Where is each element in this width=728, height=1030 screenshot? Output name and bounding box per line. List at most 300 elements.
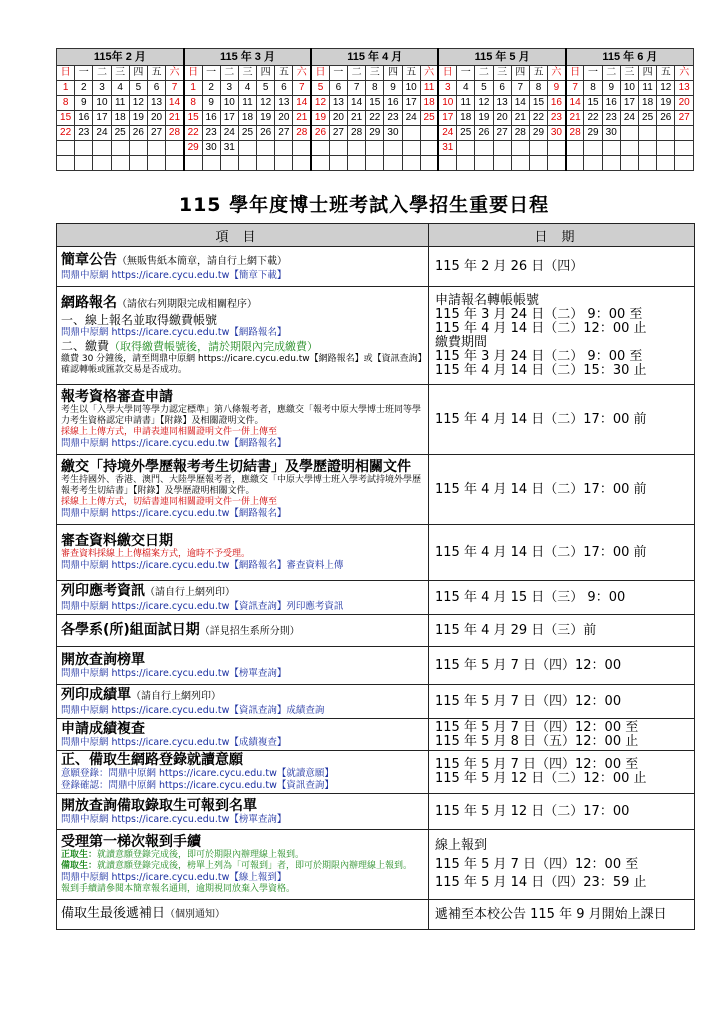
item-title xyxy=(61,533,424,549)
calendar-weekday: 日 xyxy=(184,66,202,81)
calendar-day: 5 xyxy=(475,81,493,96)
calendar-day: 5 xyxy=(129,81,147,96)
calendar-day: 11 xyxy=(420,81,438,96)
calendar-day: 17 xyxy=(220,111,238,126)
schedule-row xyxy=(57,900,695,930)
calendar-month-row xyxy=(57,49,694,66)
calendar-day: 7 xyxy=(166,81,184,96)
calendar-day: 22 xyxy=(529,111,547,126)
item-title xyxy=(61,389,424,405)
date-line: 115 年 4 月 15 日（三） 9：00 xyxy=(435,589,626,605)
calendar-day: 30 xyxy=(548,126,566,141)
calendar-day xyxy=(438,156,456,171)
schedule-row xyxy=(57,751,695,794)
item-title xyxy=(61,622,424,640)
schedule-date xyxy=(429,719,695,751)
calendar-day: 6 xyxy=(329,81,347,96)
date-line: 115 年 3 月 24 日（二） 9：00 至 xyxy=(435,348,643,364)
schedule-item xyxy=(57,830,429,900)
calendar-day: 20 xyxy=(675,96,694,111)
item-title-text: 列印成績單 xyxy=(61,686,131,703)
schedule-item xyxy=(57,900,429,930)
item-title-note: （請自行上網列印） xyxy=(131,690,221,702)
calendar-day xyxy=(602,156,620,171)
date-line: 115 年 5 月 7 日（四）12：00 xyxy=(435,657,622,673)
schedule-item xyxy=(57,455,429,525)
schedule-item xyxy=(57,719,429,751)
calendar-day: 12 xyxy=(311,96,329,111)
calendar-day: 15 xyxy=(584,96,602,111)
item-title-text: 繳交「持境外學歷報考考生切結書」及學歷證明相關文件 xyxy=(61,459,411,475)
calendar-day: 18 xyxy=(639,96,657,111)
calendar-weekday: 一 xyxy=(75,66,93,81)
calendar-day: 7 xyxy=(566,81,584,96)
date-line: 115 年 4 月 14 日（二）12：00 止 xyxy=(435,320,647,336)
schedule-item xyxy=(57,794,429,830)
schedule-date xyxy=(429,647,695,685)
calendar-day xyxy=(57,156,75,171)
calendar-day: 19 xyxy=(129,111,147,126)
item-link-line-text: 問鼎中原網 https://icare.cycu.edu.tw【榜單查詢】 xyxy=(61,667,287,679)
item-link-line-text: 問鼎中原網 https://icare.cycu.edu.tw【簡章下載】 xyxy=(61,269,287,281)
item-note-line-text: 繳費 30 分鐘後，請至問鼎中原網 https://icare.cycu.edu.tw【網路報名】或【資訊查詢】確認轉帳或匯款交易是否成功。 xyxy=(61,354,423,375)
item-green-line-text: 就讀意願登錄完成後，即可於期限內辦理線上報到。 xyxy=(97,850,305,860)
calendar-month-label: 115 年 6 月 xyxy=(566,49,694,66)
calendar-day: 4 xyxy=(457,81,475,96)
calendar-day xyxy=(457,156,475,171)
item-subtitle xyxy=(61,313,424,327)
item-title-note: （請依右列期限完成相關程序） xyxy=(117,299,257,310)
calendar-day: 17 xyxy=(438,111,456,126)
calendar-day: 22 xyxy=(584,111,602,126)
date-line: 115 年 5 月 7 日（四）12：00 至 xyxy=(435,757,639,772)
calendar-day xyxy=(420,156,438,171)
calendar-day xyxy=(293,156,311,171)
calendar-day xyxy=(238,141,256,156)
calendar-day: 9 xyxy=(602,81,620,96)
date-line: 115 年 3 月 24 日（二） 9：00 至 xyxy=(435,306,643,322)
calendar-day: 9 xyxy=(75,96,93,111)
item-link-line-text: 登錄確認：問鼎中原網 https://icare.cycu.edu.tw【資訊查詢】 xyxy=(61,780,334,791)
calendar-day xyxy=(348,156,366,171)
calendar-day: 30 xyxy=(384,126,402,141)
calendar-day: 7 xyxy=(348,81,366,96)
item-title-text: 正、備取生網路登錄就讀意願 xyxy=(61,752,243,768)
date-line: 115 年 4 月 29 日（三）前 xyxy=(435,622,597,638)
calendar-day xyxy=(366,156,384,171)
item-warning-line-text: 採線上上傳方式，切結書連同相關證明文件一併上傳至 xyxy=(61,497,278,507)
calendar-day: 15 xyxy=(57,111,75,126)
calendar-day: 10 xyxy=(220,96,238,111)
calendar-day: 13 xyxy=(329,96,347,111)
calendar-day: 9 xyxy=(384,81,402,96)
schedule-row xyxy=(57,647,695,685)
item-warning-line xyxy=(61,497,424,508)
calendar-day: 20 xyxy=(275,111,293,126)
schedule-date xyxy=(429,751,695,794)
calendar-weekday: 五 xyxy=(529,66,547,81)
item-link-line xyxy=(61,508,424,520)
calendar-day xyxy=(220,156,238,171)
calendar-weekday: 二 xyxy=(475,66,493,81)
schedule-row xyxy=(57,719,695,751)
calendar-day xyxy=(511,156,529,171)
calendar-day: 5 xyxy=(257,81,275,96)
schedule-item xyxy=(57,385,429,455)
item-warning-line-text: 審查資料採線上上傳檔案方式，逾時不予受理。 xyxy=(61,549,251,559)
calendar-day xyxy=(402,126,420,141)
calendar-day xyxy=(639,126,657,141)
calendar-day xyxy=(111,141,129,156)
calendar-day: 14 xyxy=(293,96,311,111)
item-subtitle xyxy=(61,339,424,354)
calendar-day: 13 xyxy=(147,96,165,111)
calendar-day: 6 xyxy=(493,81,511,96)
schedule-item xyxy=(57,685,429,719)
item-link-line xyxy=(61,814,424,826)
item-title-text: 網路報名 xyxy=(61,295,117,311)
item-green-line xyxy=(61,850,424,861)
calendar-day xyxy=(511,141,529,156)
calendar-day: 5 xyxy=(311,81,329,96)
item-title xyxy=(61,652,424,668)
calendar-weekday: 一 xyxy=(329,66,347,81)
calendar-day: 28 xyxy=(293,126,311,141)
calendar-day: 8 xyxy=(57,96,75,111)
calendar-day xyxy=(129,156,147,171)
calendar-day: 27 xyxy=(329,126,347,141)
calendar-day xyxy=(620,126,638,141)
calendar-day: 23 xyxy=(602,111,620,126)
calendar-day: 23 xyxy=(202,126,220,141)
calendar-day: 21 xyxy=(293,111,311,126)
calendar-day xyxy=(529,156,547,171)
calendar-day: 20 xyxy=(493,111,511,126)
calendar-day: 19 xyxy=(657,96,675,111)
calendar-day xyxy=(402,141,420,156)
calendar-day: 31 xyxy=(220,141,238,156)
calendar-day xyxy=(257,156,275,171)
calendar-week-row xyxy=(57,126,694,141)
calendar-day: 28 xyxy=(566,126,584,141)
calendar-day: 10 xyxy=(620,81,638,96)
calendar-weekday: 三 xyxy=(238,66,256,81)
calendar-weekday: 四 xyxy=(511,66,529,81)
item-title xyxy=(61,583,424,601)
calendar-day: 4 xyxy=(238,81,256,96)
item-title-text: 簡章公告 xyxy=(61,251,117,268)
schedule-date xyxy=(429,247,695,287)
date-line: 115 年 4 月 14 日（二）17：00 前 xyxy=(435,481,647,497)
calendar-day: 8 xyxy=(584,81,602,96)
item-link-line-text: 意願登錄：問鼎中原網 https://icare.cycu.edu.tw【就讀意願】 xyxy=(61,768,334,779)
calendar-weekday: 五 xyxy=(657,66,675,81)
calendar-month-label: 115 年 3 月 xyxy=(184,49,311,66)
schedule-date xyxy=(429,615,695,647)
calendar-weekday: 二 xyxy=(602,66,620,81)
schedule-date xyxy=(429,830,695,900)
calendar-weekday: 四 xyxy=(639,66,657,81)
calendar-day: 25 xyxy=(111,126,129,141)
calendar-day: 19 xyxy=(475,111,493,126)
calendar-day xyxy=(348,141,366,156)
calendar-day xyxy=(257,141,275,156)
calendar-day: 11 xyxy=(457,96,475,111)
calendar-day xyxy=(657,156,675,171)
calendar-day: 22 xyxy=(366,111,384,126)
calendar-day: 11 xyxy=(639,81,657,96)
calendar-day: 24 xyxy=(402,111,420,126)
calendar-day: 8 xyxy=(184,96,202,111)
calendar-day xyxy=(202,156,220,171)
calendar-day: 8 xyxy=(366,81,384,96)
calendar-week-row xyxy=(57,111,694,126)
item-title xyxy=(61,798,424,814)
item-title xyxy=(61,295,424,313)
date-line: 115 年 5 月 12 日（二）12：00 止 xyxy=(435,771,647,786)
calendar-week-row xyxy=(57,96,694,111)
calendar-day: 25 xyxy=(420,111,438,126)
calendar-day xyxy=(548,141,566,156)
calendar-day xyxy=(293,141,311,156)
calendar-day: 28 xyxy=(166,126,184,141)
calendar-day: 4 xyxy=(111,81,129,96)
calendar-day: 23 xyxy=(548,111,566,126)
date-line: 115 年 5 月 8 日（五）12：00 止 xyxy=(435,733,639,749)
schedule-date xyxy=(429,581,695,615)
calendar-day: 7 xyxy=(293,81,311,96)
calendar-day: 27 xyxy=(147,126,165,141)
calendar-weekday: 一 xyxy=(202,66,220,81)
schedule-date xyxy=(429,385,695,455)
calendar-month-label: 115 年 4 月 xyxy=(311,49,438,66)
calendar-day: 9 xyxy=(202,96,220,111)
item-title-text: 各學系(所)組面試日期 xyxy=(61,621,200,638)
schedule-item xyxy=(57,525,429,581)
calendar-weekday: 日 xyxy=(311,66,329,81)
calendar-weekday: 六 xyxy=(166,66,184,81)
calendar-weekday: 一 xyxy=(457,66,475,81)
calendar-weekday: 三 xyxy=(111,66,129,81)
calendar-day: 12 xyxy=(257,96,275,111)
schedule-item xyxy=(57,751,429,794)
calendar-day xyxy=(184,156,202,171)
item-title xyxy=(61,459,424,475)
item-note-line-text: 考生持國外、香港、澳門、大陸學歷報考者，應繳交「中原大學博士班入學考試持境外學歷報考考生切結書」【附錄】及學歷證明相關文件。 xyxy=(61,475,422,496)
calendar-day: 13 xyxy=(675,81,694,96)
calendar-day xyxy=(566,156,584,171)
calendar-day: 22 xyxy=(184,126,202,141)
calendar-day: 8 xyxy=(529,81,547,96)
item-subtitle-text: 二、繳費 xyxy=(61,339,110,353)
date-line: 115 年 5 月 7 日（四）12：00 至 xyxy=(435,719,639,735)
schedule-item xyxy=(57,287,429,385)
item-title-text: 列印應考資訊 xyxy=(61,582,145,599)
calendar-day xyxy=(657,126,675,141)
calendar-weekday: 三 xyxy=(493,66,511,81)
date-line: 申請報名轉帳帳號 xyxy=(435,292,540,308)
item-note-line-text: 考生以「入學大學同等學力認定標準」第八條報考者，應繳交「報考中原大學博士班同等學力考生資格認定申請書」【附錄】及相關證明文件。 xyxy=(61,405,422,426)
calendar-day: 18 xyxy=(457,111,475,126)
calendar-day xyxy=(639,156,657,171)
calendar-week-row xyxy=(57,156,694,171)
calendar-weekday: 二 xyxy=(220,66,238,81)
calendar-day: 29 xyxy=(366,126,384,141)
date-line: 115 年 4 月 14 日（二）15：30 止 xyxy=(435,362,647,378)
calendar-weekday: 四 xyxy=(129,66,147,81)
calendar-day xyxy=(475,141,493,156)
item-note-line xyxy=(61,354,424,376)
calendar-day: 6 xyxy=(275,81,293,96)
calendar-day: 11 xyxy=(238,96,256,111)
schedule-row xyxy=(57,525,695,581)
calendar-day xyxy=(75,141,93,156)
item-link-line xyxy=(61,737,424,749)
calendar-day xyxy=(675,126,694,141)
item-warning-line xyxy=(61,549,424,560)
calendar-day: 21 xyxy=(166,111,184,126)
item-green-label: 正取生： xyxy=(61,850,98,860)
item-green-label: 備取生： xyxy=(61,861,98,871)
calendar-day: 25 xyxy=(238,126,256,141)
calendar-day: 14 xyxy=(348,96,366,111)
header-item: 項目 xyxy=(57,224,429,247)
calendar-day: 13 xyxy=(493,96,511,111)
calendar-day xyxy=(275,141,293,156)
calendar-day: 6 xyxy=(147,81,165,96)
date-line: 遞補至本校公告 115 年 9 月開始上課日 xyxy=(435,906,667,922)
calendar-day: 26 xyxy=(257,126,275,141)
schedule-date xyxy=(429,685,695,719)
calendar-day xyxy=(366,141,384,156)
calendar-day: 2 xyxy=(202,81,220,96)
item-link-line xyxy=(61,270,424,282)
calendar-day: 26 xyxy=(657,111,675,126)
calendar-day: 17 xyxy=(620,96,638,111)
calendar-day: 24 xyxy=(220,126,238,141)
calendar-day: 27 xyxy=(493,126,511,141)
item-title-text: 報考資格審查申請 xyxy=(61,389,173,405)
calendar-day: 27 xyxy=(275,126,293,141)
calendar-weekday: 五 xyxy=(147,66,165,81)
item-title-note: （無販售紙本簡章，請自行上網下載） xyxy=(117,255,287,267)
calendar-day: 3 xyxy=(93,81,111,96)
calendar-day: 3 xyxy=(220,81,238,96)
calendar-day: 16 xyxy=(75,111,93,126)
item-title-note: （請自行上網列印） xyxy=(145,586,235,598)
calendar-weekday: 六 xyxy=(675,66,694,81)
calendar-day: 21 xyxy=(511,111,529,126)
calendar-day xyxy=(147,156,165,171)
item-title-text: 開放查詢榜單 xyxy=(61,651,145,668)
calendar-day xyxy=(311,141,329,156)
schedule-row xyxy=(57,247,695,287)
item-title-text: 受理第一梯次報到手續 xyxy=(61,834,201,850)
calendar-day: 21 xyxy=(348,111,366,126)
date-line: 115 年 4 月 14 日（二）17：00 前 xyxy=(435,544,647,560)
schedule-item xyxy=(57,615,429,647)
calendar-day xyxy=(384,156,402,171)
calendar-day xyxy=(566,141,584,156)
calendar-day xyxy=(57,141,75,156)
calendar-day: 12 xyxy=(129,96,147,111)
calendar-day: 10 xyxy=(93,96,111,111)
calendar-day: 10 xyxy=(438,96,456,111)
calendar-weekday: 一 xyxy=(584,66,602,81)
item-link-line-text: 問鼎中原網 https://icare.cycu.edu.tw【網路報名】 xyxy=(61,327,287,338)
calendar-day: 14 xyxy=(166,96,184,111)
item-note-line xyxy=(61,475,424,497)
item-link-line xyxy=(61,705,424,717)
calendar-day: 10 xyxy=(402,81,420,96)
calendar-weekday: 四 xyxy=(257,66,275,81)
calendar-day xyxy=(238,156,256,171)
item-warning-line xyxy=(61,427,424,438)
calendar-day: 30 xyxy=(202,141,220,156)
item-link-line-text: 問鼎中原網 https://icare.cycu.edu.tw【線上報到】 xyxy=(61,872,287,883)
calendar-day: 14 xyxy=(566,96,584,111)
calendar-day xyxy=(93,141,111,156)
calendar-day: 12 xyxy=(657,81,675,96)
schedule-date xyxy=(429,287,695,385)
calendar-day: 25 xyxy=(457,126,475,141)
calendar-month-label: 115年 2 月 xyxy=(57,49,184,66)
header-date: 日期 xyxy=(429,224,695,247)
calendar-day xyxy=(384,141,402,156)
calendar-weekday: 四 xyxy=(384,66,402,81)
calendar-day xyxy=(493,141,511,156)
calendar-weekday: 日 xyxy=(57,66,75,81)
calendar-weekday: 日 xyxy=(566,66,584,81)
calendar-day xyxy=(620,141,638,156)
item-note-line xyxy=(61,405,424,427)
item-green-line-text: 報到手續請參閱本簡章報名通則，逾期視同放棄入學資格。 xyxy=(61,884,296,894)
schedule-row xyxy=(57,794,695,830)
calendar-day: 22 xyxy=(57,126,75,141)
item-green-line-text: 就讀意願登錄完成後，榜單上列為「可報到」者，即可於期限內辦理線上報到。 xyxy=(97,861,413,871)
schedule-date xyxy=(429,525,695,581)
calendar-day: 16 xyxy=(202,111,220,126)
calendar-week-row xyxy=(57,141,694,156)
schedule-table xyxy=(56,223,695,930)
calendar-day xyxy=(584,156,602,171)
date-line: 115 年 2 月 26 日（四） xyxy=(435,258,584,274)
calendar-day: 21 xyxy=(566,111,584,126)
calendar-day xyxy=(420,141,438,156)
calendar-day: 15 xyxy=(366,96,384,111)
calendar xyxy=(56,48,694,171)
schedule-date xyxy=(429,794,695,830)
schedule-row xyxy=(57,830,695,900)
calendar-day: 14 xyxy=(511,96,529,111)
item-title-note: （個別通知） xyxy=(165,909,226,920)
calendar-day: 15 xyxy=(529,96,547,111)
item-warning-line-text: 採線上上傳方式，申請表連同相關證明文件一併上傳至 xyxy=(61,427,278,437)
item-title-text: 開放查詢備取錄取生可報到名單 xyxy=(61,797,257,814)
calendar-day: 29 xyxy=(529,126,547,141)
calendar-day: 3 xyxy=(438,81,456,96)
calendar-day: 2 xyxy=(75,81,93,96)
schedule-item xyxy=(57,247,429,287)
calendar-weekday: 三 xyxy=(620,66,638,81)
calendar-weekday: 六 xyxy=(420,66,438,81)
item-link-line xyxy=(61,601,424,613)
calendar-day: 24 xyxy=(620,111,638,126)
item-title-note: （詳見招生系所分則） xyxy=(199,625,300,637)
calendar-day xyxy=(639,141,657,156)
calendar-day: 1 xyxy=(184,81,202,96)
calendar-weekday: 二 xyxy=(348,66,366,81)
